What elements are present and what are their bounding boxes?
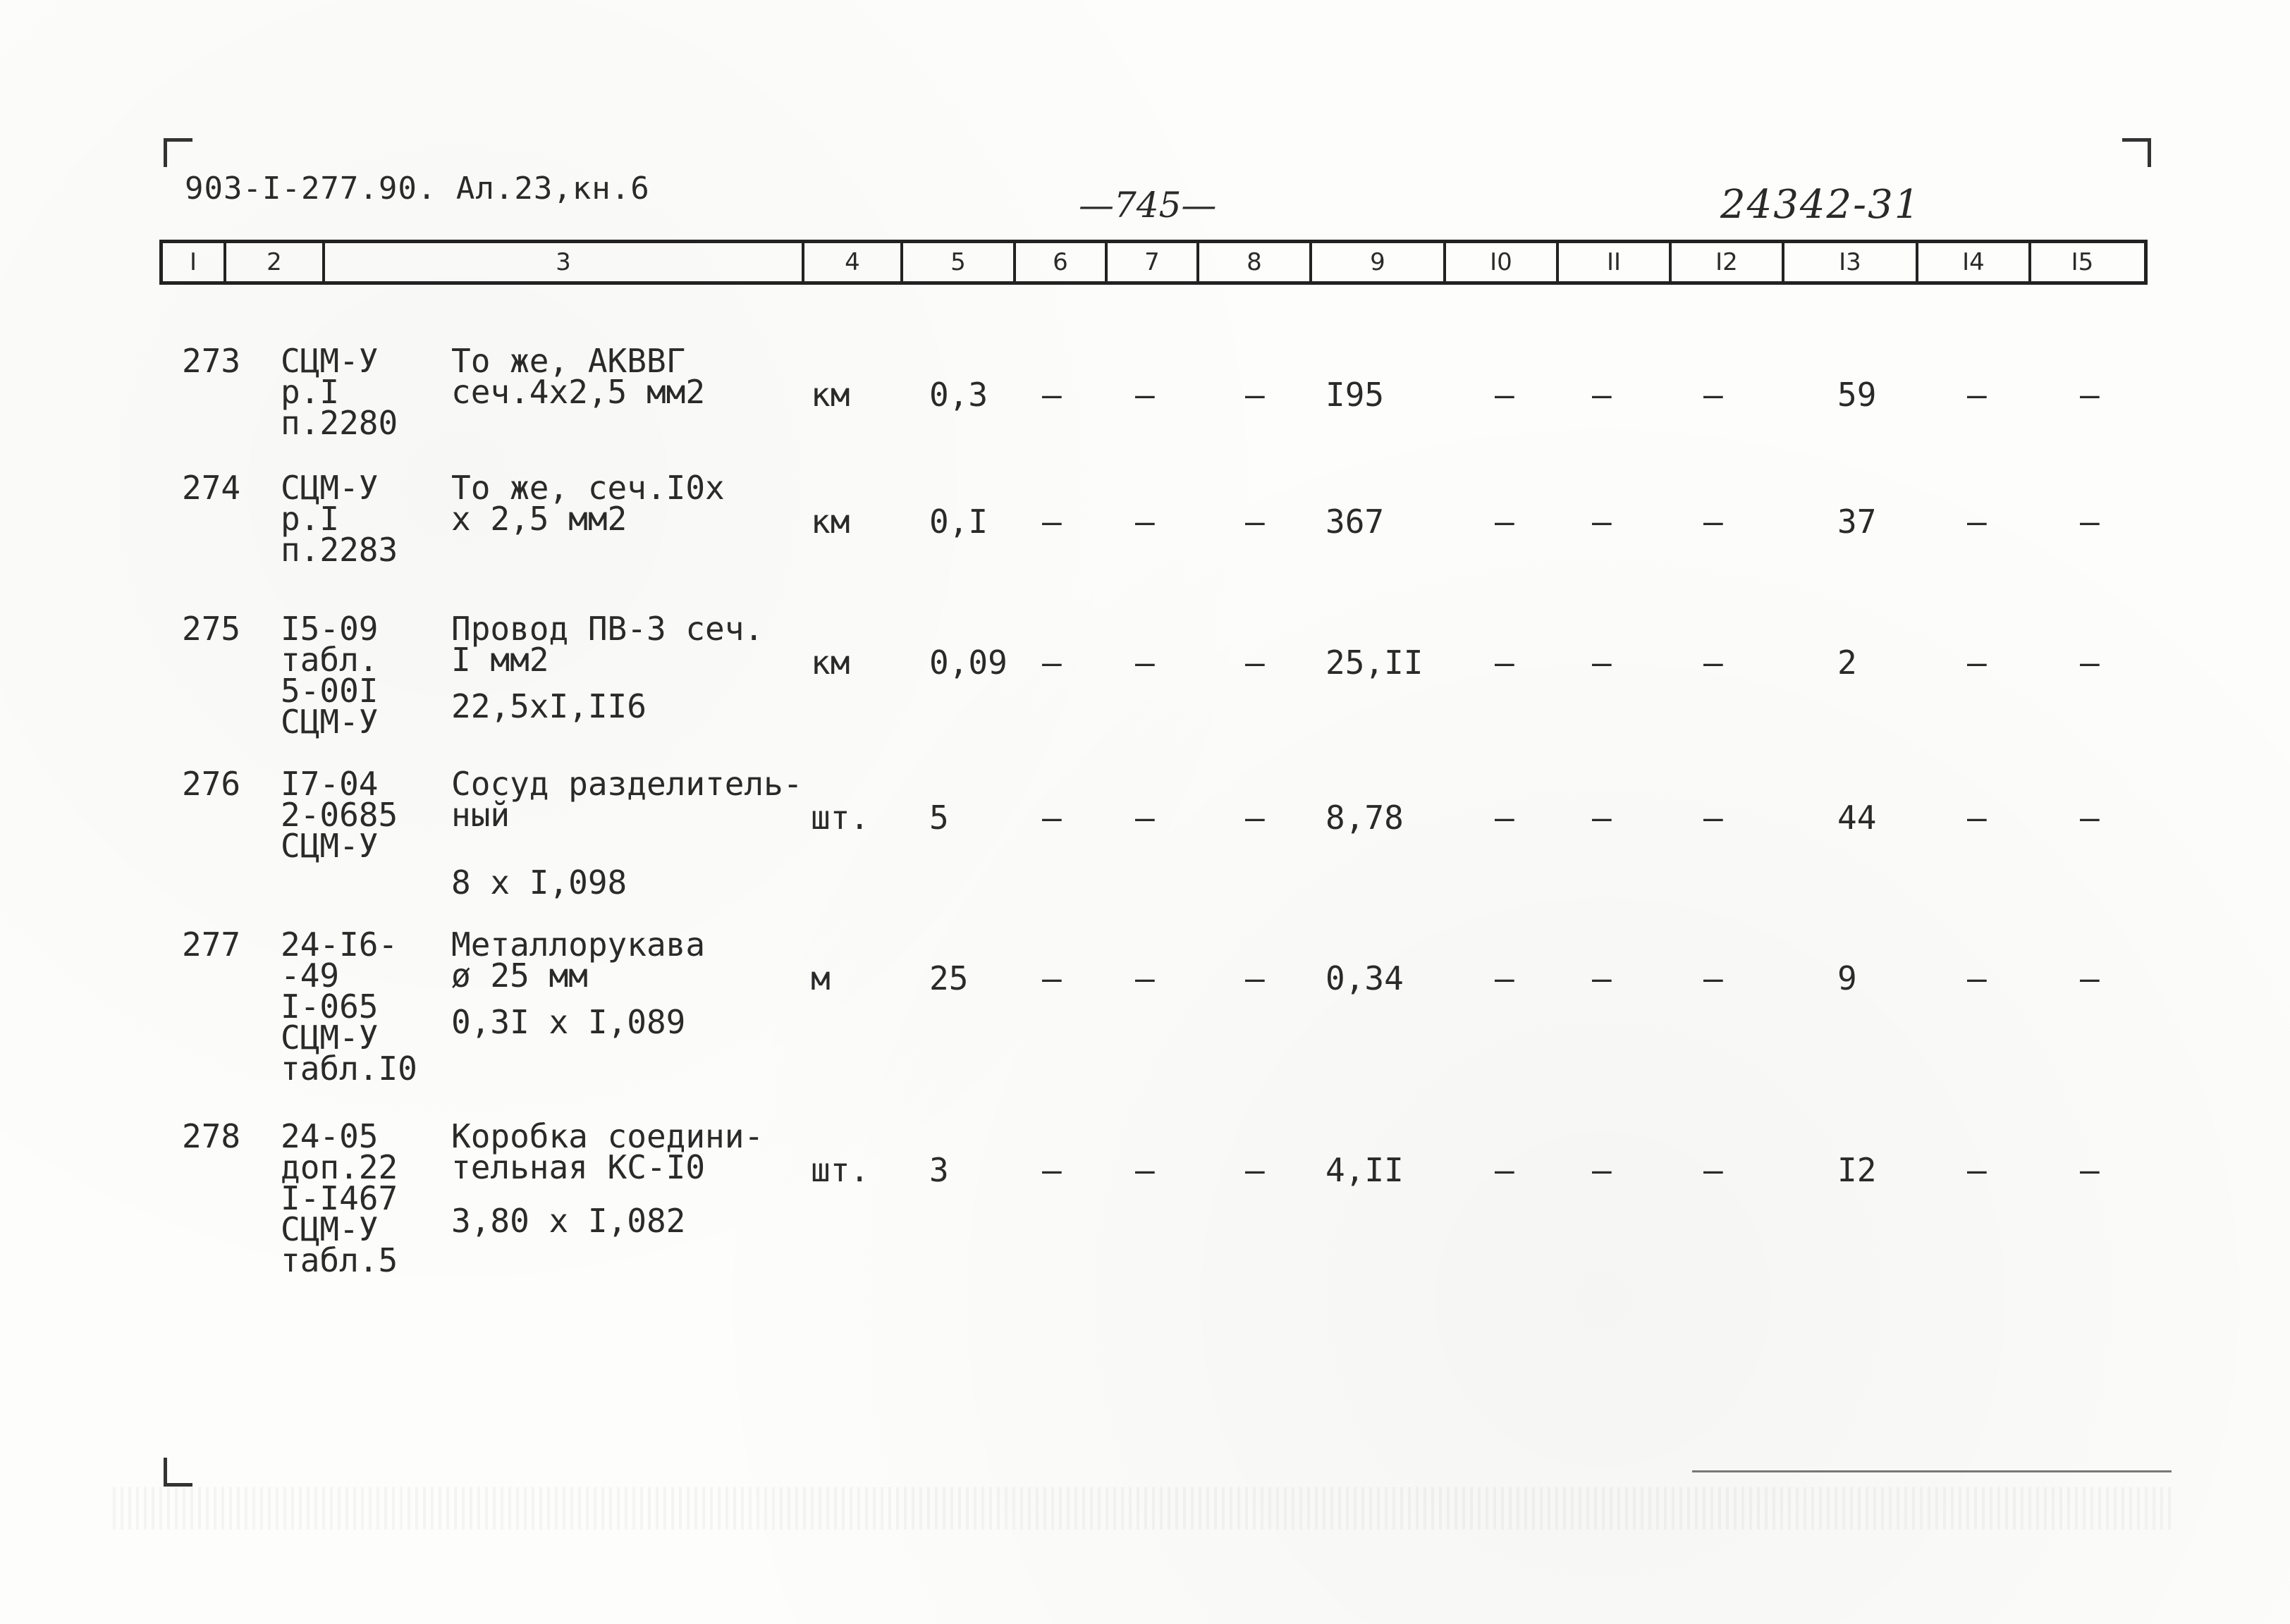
col-9-cell: 367 <box>1325 503 1385 541</box>
norm-code-line: I7-04 <box>281 765 379 803</box>
column-header-6: 6 <box>1016 243 1108 281</box>
norm-code-line: СЦМ-У <box>281 1019 379 1057</box>
col-14-cell: – <box>1967 376 1987 414</box>
norm-code-line: 24-05 <box>281 1117 379 1155</box>
column-header-9: 9 <box>1312 243 1446 281</box>
col-15-cell: – <box>2080 503 2100 541</box>
column-header-12: I2 <box>1672 243 1784 281</box>
col-7-cell: – <box>1135 376 1155 414</box>
col-14-cell: – <box>1967 1151 1987 1189</box>
col-10-cell: – <box>1495 799 1514 837</box>
norm-code <box>281 610 379 741</box>
col-10-cell: – <box>1495 644 1514 682</box>
col-15-cell: – <box>2080 799 2100 837</box>
row-number: 273 <box>182 342 241 380</box>
unit-cell: м <box>811 959 831 997</box>
norm-code-line: табл.5 <box>281 1241 398 1279</box>
col-8-cell: – <box>1245 376 1265 414</box>
col-7-cell: – <box>1135 959 1155 997</box>
quantity-cell: 0,I <box>929 503 988 541</box>
column-header-8: 8 <box>1199 243 1312 281</box>
column-header-14: I4 <box>1918 243 2031 281</box>
item-name-line: Сосуд разделитель- <box>451 765 803 803</box>
norm-code <box>281 342 398 442</box>
column-header-4: 4 <box>804 243 903 281</box>
norm-code-line: -49 <box>281 956 340 995</box>
col-12-cell: – <box>1703 799 1723 837</box>
col-10-cell: – <box>1495 503 1514 541</box>
norm-code-line: р.I <box>281 500 340 538</box>
norm-code-line: 2-0685 <box>281 796 398 834</box>
col-12-cell: – <box>1703 503 1723 541</box>
item-name <box>451 469 725 538</box>
item-name-line: ø 25 мм <box>451 956 588 995</box>
item-name-line: Коробка соедини- <box>451 1117 764 1155</box>
column-header-11: II <box>1559 243 1672 281</box>
unit-cell: км <box>811 376 850 414</box>
unit-cell: шт. <box>811 1151 870 1189</box>
norm-code-line: I5-09 <box>281 610 379 648</box>
row-number: 276 <box>182 765 241 803</box>
col-6-cell: – <box>1042 799 1062 837</box>
quantity-cell: 0,09 <box>929 644 1008 682</box>
row-number: 278 <box>182 1117 241 1155</box>
col-10-cell: – <box>1495 959 1514 997</box>
unit-cell: км <box>811 644 850 682</box>
item-name-line: ный <box>451 796 510 834</box>
row-number: 277 <box>182 925 241 964</box>
row-number: 275 <box>182 610 241 648</box>
col-13-cell: 59 <box>1837 376 1877 414</box>
col-11-cell: – <box>1592 503 1612 541</box>
norm-code <box>281 1117 398 1279</box>
col-11-cell: – <box>1592 376 1612 414</box>
norm-code-line: СЦМ-У <box>281 342 379 380</box>
col-6-cell: – <box>1042 376 1062 414</box>
col-11-cell: – <box>1592 1151 1612 1189</box>
norm-code-line: п.2283 <box>281 531 398 569</box>
col-6-cell: – <box>1042 1151 1062 1189</box>
col-8-cell: – <box>1245 1151 1265 1189</box>
quantity-cell: 5 <box>929 799 949 837</box>
item-calculation: 3,80 х I,082 <box>451 1202 686 1240</box>
item-name-line: х 2,5 мм2 <box>451 500 627 538</box>
col-10-cell: – <box>1495 1151 1514 1189</box>
norm-code-line: СЦМ-У <box>281 827 379 865</box>
norm-code <box>281 925 417 1088</box>
column-header-5: 5 <box>903 243 1016 281</box>
col-7-cell: – <box>1135 503 1155 541</box>
norm-code-line: доп.22 <box>281 1148 398 1186</box>
col-7-cell: – <box>1135 799 1155 837</box>
col-13-cell: 9 <box>1837 959 1857 997</box>
item-name <box>451 925 706 995</box>
norm-code-line: п.2280 <box>281 404 398 442</box>
col-13-cell: 44 <box>1837 799 1877 837</box>
column-header-15: I5 <box>2071 248 2094 276</box>
col-12-cell: – <box>1703 1151 1723 1189</box>
col-11-cell: – <box>1592 799 1612 837</box>
column-header-10: I0 <box>1446 243 1559 281</box>
col-13-cell: 2 <box>1837 644 1857 682</box>
column-header-7: 7 <box>1108 243 1199 281</box>
quantity-cell: 0,3 <box>929 376 988 414</box>
col-12-cell: – <box>1703 644 1723 682</box>
col-10-cell: – <box>1495 376 1514 414</box>
row-number: 274 <box>182 469 241 507</box>
item-name <box>451 1117 764 1186</box>
quantity-cell: 25 <box>929 959 969 997</box>
item-name <box>451 342 706 411</box>
col-14-cell: – <box>1967 799 1987 837</box>
norm-code-line: табл. <box>281 641 379 679</box>
norm-code-line: табл.I0 <box>281 1050 417 1088</box>
col-15-cell: – <box>2080 376 2100 414</box>
col-6-cell: – <box>1042 644 1062 682</box>
col-13-cell: I2 <box>1837 1151 1877 1189</box>
item-name-line: То же, сеч.I0х <box>451 469 725 507</box>
col-8-cell: – <box>1245 799 1265 837</box>
col-11-cell: – <box>1592 959 1612 997</box>
col-9-cell: I95 <box>1325 376 1385 414</box>
col-9-cell: 4,II <box>1325 1151 1404 1189</box>
item-calculation: 0,3I х I,089 <box>451 1003 686 1041</box>
col-9-cell: 8,78 <box>1325 799 1404 837</box>
item-name-line: Металлорукава <box>451 925 706 964</box>
col-14-cell: – <box>1967 959 1987 997</box>
unit-cell: км <box>811 503 850 541</box>
unit-cell: шт. <box>811 799 870 837</box>
col-8-cell: – <box>1245 503 1265 541</box>
col-6-cell: – <box>1042 959 1062 997</box>
inventory-number: 24342-31 <box>1720 182 1921 228</box>
col-7-cell: – <box>1135 644 1155 682</box>
item-name <box>451 765 803 834</box>
norm-code-line: СЦМ-У <box>281 703 379 741</box>
norm-code <box>281 469 398 569</box>
item-name <box>451 610 764 679</box>
item-name-line: сеч.4х2,5 мм2 <box>451 373 706 411</box>
col-9-cell: 0,34 <box>1325 959 1404 997</box>
item-calculation: 8 х I,098 <box>451 863 627 902</box>
col-15-cell: – <box>2080 644 2100 682</box>
col-12-cell: – <box>1703 959 1723 997</box>
item-calculation: 22,5хI,II6 <box>451 687 647 725</box>
col-9-cell: 25,II <box>1325 644 1423 682</box>
col-15-cell: – <box>2080 1151 2100 1189</box>
col-7-cell: – <box>1135 1151 1155 1189</box>
quantity-cell: 3 <box>929 1151 949 1189</box>
column-header-1: I <box>163 243 226 281</box>
col-13-cell: 37 <box>1837 503 1877 541</box>
column-header-2: 2 <box>226 243 325 281</box>
column-header-13: I3 <box>1784 243 1918 281</box>
document-code: 903-I-277.90. Ал.23,кн.6 <box>185 171 650 207</box>
norm-code-line: СЦМ-У <box>281 1210 379 1248</box>
item-name-line: То же, АКВВГ <box>451 342 686 380</box>
col-14-cell: – <box>1967 644 1987 682</box>
column-header-3: 3 <box>325 243 804 281</box>
col-15-cell: – <box>2080 959 2100 997</box>
item-name-line: тельная КС-I0 <box>451 1148 706 1186</box>
item-name-line: Провод ПВ-3 сеч. <box>451 610 764 648</box>
col-12-cell: – <box>1703 376 1723 414</box>
norm-code-line: СЦМ-У <box>281 469 379 507</box>
page-number: —745— <box>1079 185 1217 226</box>
norm-code-line: I-065 <box>281 988 379 1026</box>
col-8-cell: – <box>1245 644 1265 682</box>
norm-code-line: р.I <box>281 373 340 411</box>
norm-code-line: 24-I6- <box>281 925 398 964</box>
col-6-cell: – <box>1042 503 1062 541</box>
col-11-cell: – <box>1592 644 1612 682</box>
col-14-cell: – <box>1967 503 1987 541</box>
norm-code-line: 5-00I <box>281 672 379 710</box>
col-8-cell: – <box>1245 959 1265 997</box>
norm-code-line: I-I467 <box>281 1179 398 1217</box>
norm-code <box>281 765 398 865</box>
item-name-line: I мм2 <box>451 641 549 679</box>
